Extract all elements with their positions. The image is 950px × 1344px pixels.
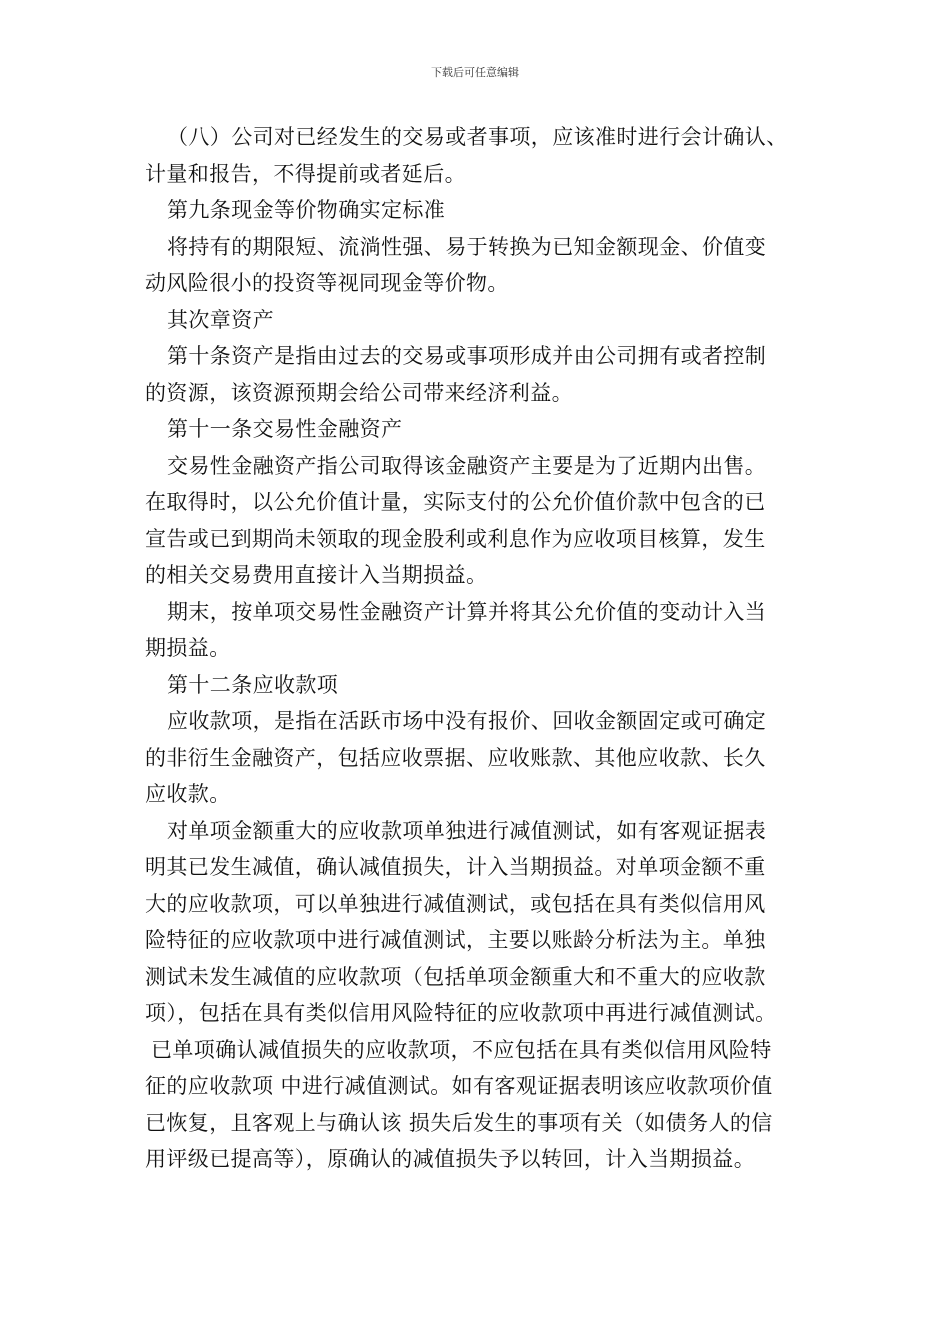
text-line: 已恢复，且客观上与确认该 损失后发生的事项有关（如债务人的信	[145, 1110, 773, 1135]
text-line: 第十条资产是指由过去的交易或事项形成并由公司拥有或者控制	[167, 344, 767, 368]
document-body	[145, 119, 835, 1178]
text-line: 险特征的应收款项中进行减值测试，主要以账龄分析法为主。单独	[145, 928, 766, 952]
text-line: 第九条现金等价物确实定标准	[167, 198, 446, 222]
text-line: 的非衍生金融资产，包括应收票据、应收账款、其他应收款、长久	[145, 745, 766, 770]
text-line: 明其已发生减值，确认减值损失，计入当期损益。对单项金额不重	[145, 855, 766, 879]
text-line: 期损益。	[145, 636, 231, 660]
text-line: 交易性金融资产指公司取得该金融资产主要是为了近期内出售。	[167, 453, 767, 478]
text-line: 应收款。	[145, 782, 231, 806]
page-header: 下载后可任意编辑	[431, 66, 519, 79]
text-line: （八）公司对已经发生的交易或者事项，应该准时进行会计确认、	[167, 125, 788, 149]
text-line: 应收款项，是指在活跃市场中没有报价、回收金额固定或可确定	[167, 709, 767, 733]
text-line: 已单项确认减值损失的应收款项，不应包括在具有类似信用风险特	[151, 1037, 772, 1062]
text-line: 在取得时，以公允价值计量，实际支付的公允价值价款中包含的已	[145, 490, 766, 514]
text-line: 第十二条应收款项	[167, 672, 339, 697]
text-line: 测试未发生减值的应收款项（包括单项金额重大和不重大的应收款	[145, 964, 766, 989]
text-line: 动风险很小的投资等视同现金等价物。	[145, 271, 509, 295]
text-line: 的相关交易费用直接计入当期损益。	[145, 563, 488, 587]
text-line: 用评级已提高等），原确认的减值损失予以转回，计入当期损益。	[145, 1147, 756, 1171]
text-line: 的资源，该资源预期会给公司带来经济利益。	[145, 380, 573, 405]
text-line: 对单项金额重大的应收款项单独进行减值测试，如有客观证据表	[167, 818, 767, 843]
text-line: 其次章资产	[167, 307, 274, 332]
text-line: 期末，按单项交易性金融资产计算并将其公允价值的变动计入当	[167, 599, 767, 624]
text-line: 第十一条交易性金融资产	[167, 417, 403, 441]
text-line: 大的应收款项，可以单独进行减值测试，或包括在具有类似信用风	[145, 891, 766, 916]
text-line: 宣告或已到期尚未领取的现金股利或利息作为应收项目核算，发生	[145, 526, 766, 551]
text-line: 将持有的期限短、流淌性强、易于转换为已知金额现金、价值变	[167, 234, 767, 259]
text-line: 项），包括在具有类似信用风险特征的应收款项中再进行减值测试。	[145, 1001, 777, 1025]
text-line: 计量和报告，不得提前或者延后。	[145, 161, 466, 186]
text-line: 征的应收款项 中进行减值测试。如有客观证据表明该应收款项价值	[145, 1074, 773, 1098]
